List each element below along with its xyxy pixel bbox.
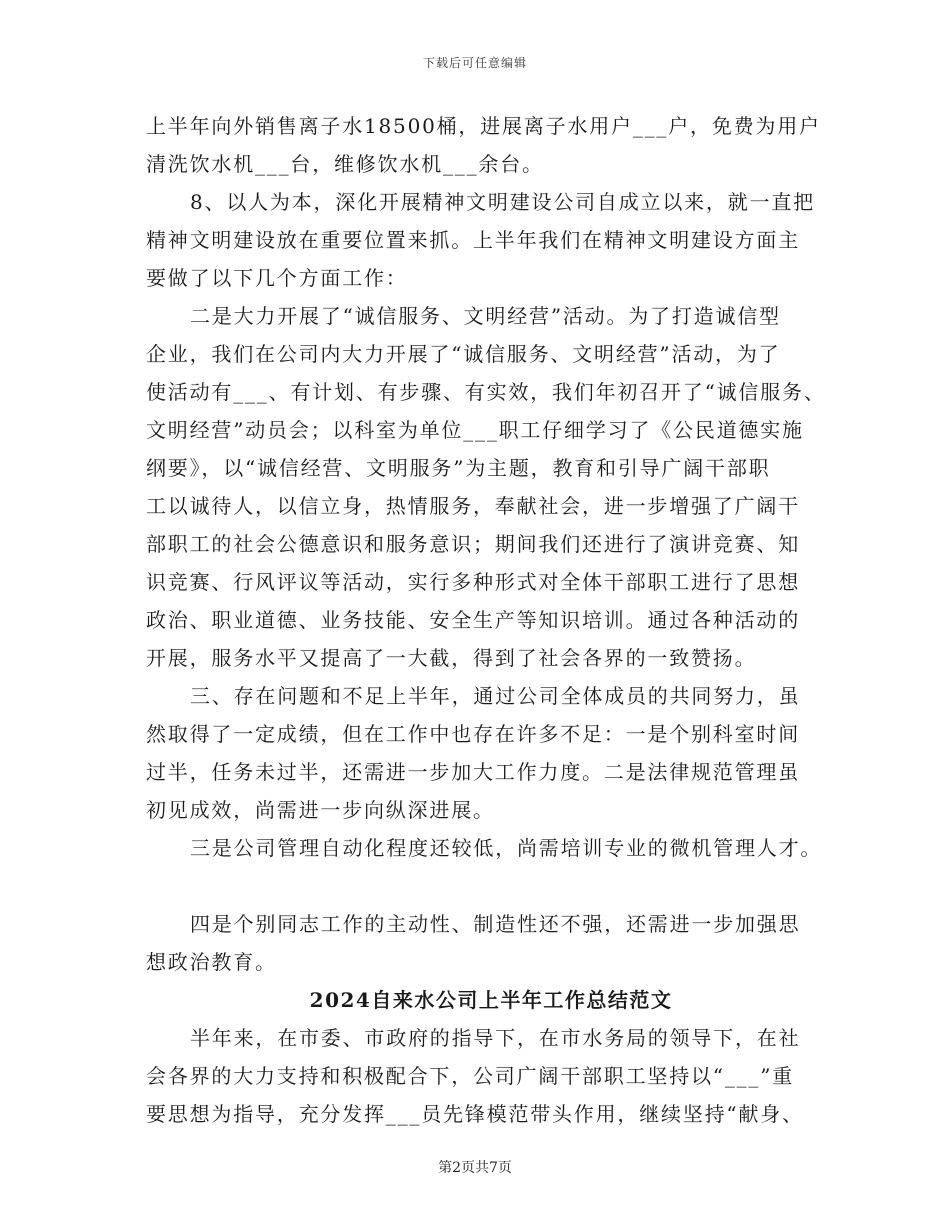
paragraph-line: 文明经营”动员会；以科室为单位___职工仔细学习了《公民道德实施 bbox=[146, 418, 804, 442]
paragraph-line: 政治、职业道德、业务技能、安全生产等知识培训。通过各种活动的 bbox=[146, 608, 800, 632]
page-number: 第2页共7页 bbox=[438, 1160, 512, 1176]
paragraph-line: 企业，我们在公司内大力开展了“诚信服务、文明经营”活动，为了 bbox=[146, 342, 781, 366]
paragraph-line: 三是公司管理自动化程度还较低，尚需培训专业的微机管理人才。 bbox=[190, 836, 823, 860]
paragraph-line: 工以诚待人，以信立身，热情服务，奉献社会，进一步增强了广阔干 bbox=[146, 494, 800, 518]
page-header-note: 下载后可任意编辑 bbox=[422, 56, 527, 70]
paragraph-line: 二是大力开展了“诚信服务、文明经营”活动。为了打造诚信型 bbox=[190, 304, 781, 328]
paragraph-line: 清洗饮水机___台，维修饮水机___余台。 bbox=[146, 152, 544, 176]
paragraph-line: 精神文明建设放在重要位置来抓。上半年我们在精神文明建设方面主 bbox=[146, 228, 800, 252]
paragraph-line: 8、以人为本，深化开展精神文明建设公司自成立以来，就一直把 bbox=[190, 190, 815, 214]
paragraph-line: 然取得了一定成绩，但在工作中也存在许多不足：一是个别科室时间 bbox=[146, 722, 800, 746]
paragraph-line: 三、存在问题和不足上半年，通过公司全体成员的共同努力，虽 bbox=[190, 684, 801, 708]
paragraph-line: 四是个别同志工作的主动性、制造性还不强，还需进一步加强思 bbox=[190, 912, 801, 936]
paragraph-line: 初见成效，尚需进一步向纵深进展。 bbox=[146, 798, 495, 822]
paragraph-line: 纲要》，以“诚信经营、文明服务”为主题，教育和引导广阔干部职 bbox=[146, 456, 771, 480]
paragraph-line: 半年来，在市委、市政府的指导下，在市水务局的领导下，在社 bbox=[190, 1026, 801, 1050]
section-title: 2024自来水公司上半年工作总结范文 bbox=[309, 988, 673, 1012]
paragraph-line: 想政治教育。 bbox=[146, 950, 277, 974]
paragraph-line: 要思想为指导，充分发挥___员先锋模范带头作用，继续坚持“献身、 bbox=[146, 1102, 804, 1126]
paragraph-spacer bbox=[146, 867, 816, 905]
paragraph-line: 会各界的大力支持和积极配合下，公司广阔干部职工坚持以“___”重 bbox=[146, 1064, 795, 1088]
paragraph-line: 识竞赛、行风评议等活动，实行多种形式对全体干部职工进行了思想 bbox=[146, 570, 800, 594]
document-body bbox=[146, 107, 826, 1133]
paragraph-line: 过半，任务未过半，还需进一步加大工作力度。二是法律规范管理虽 bbox=[146, 760, 800, 784]
paragraph-line: 部职工的社会公德意识和服务意识；期间我们还进行了演讲竞赛、知 bbox=[146, 532, 800, 556]
paragraph-line: 开展，服务水平又提高了一大截，得到了社会各界的一致赞扬。 bbox=[146, 646, 757, 670]
paragraph-line: 使活动有___、有计划、有步骤、有实效，我们年初召开了“诚信服务、 bbox=[146, 380, 826, 404]
paragraph-line: 上半年向外销售离子水18500桶，进展离子水用户___户，免费为用户 bbox=[146, 114, 821, 138]
paragraph-line: 要做了以下几个方面工作： bbox=[146, 266, 408, 290]
